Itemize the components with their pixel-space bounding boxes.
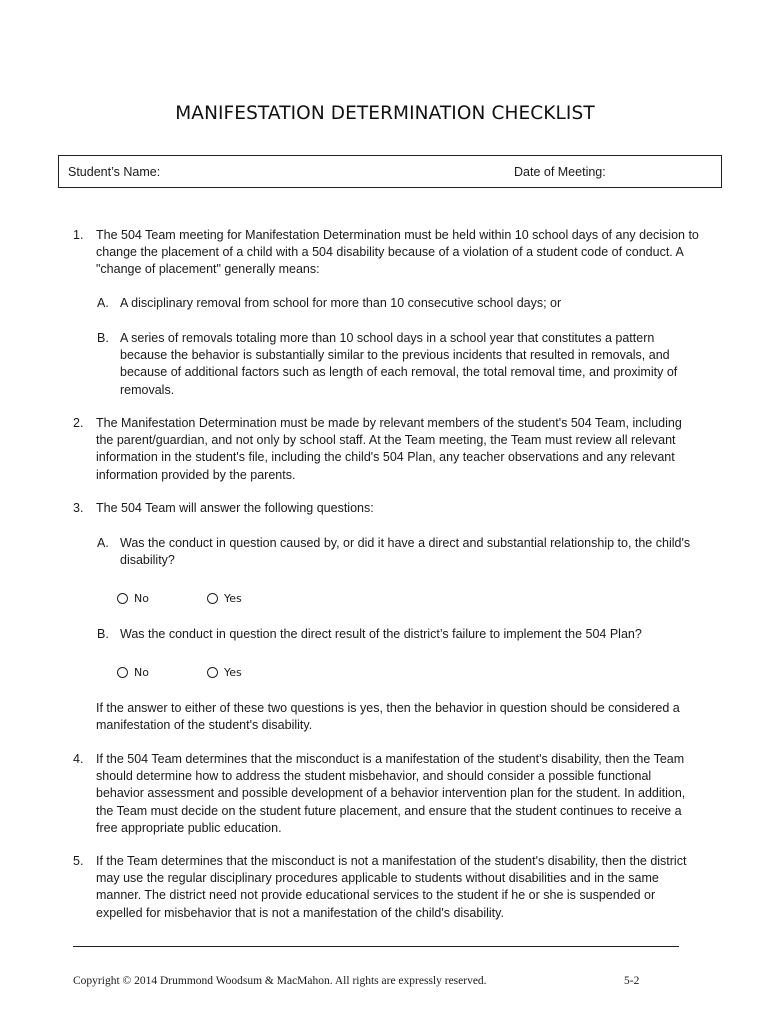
question-a-yes-radio[interactable] <box>207 593 218 604</box>
item-5-number: 5. <box>73 854 84 868</box>
item-5-text: If the Team determines that the misconduct is not a manifestation of the student's disability, then the district may use the regular disciplinary procedures applicable to students without disabilities and in the same manner. The district need not provide educational services to the student if he or she is suspended or expelled for misbehavior that is not a manifestation of the child's disability. <box>96 854 687 920</box>
question-a-no-radio[interactable] <box>117 593 128 604</box>
question-b-no-option[interactable] <box>117 666 149 679</box>
question-a-no-label: No <box>134 592 149 605</box>
item-3-number: 3. <box>73 501 84 515</box>
footer-divider <box>73 946 679 947</box>
item-4-number: 4. <box>73 752 84 766</box>
item-3b-label: B. <box>97 627 109 641</box>
question-a-no-option[interactable] <box>117 592 149 605</box>
student-info-box <box>58 155 722 188</box>
question-b-yes-label: Yes <box>224 666 242 679</box>
question-b-yes-option[interactable] <box>207 666 242 679</box>
item-1a-label: A. <box>97 296 109 310</box>
page-title: MANIFESTATION DETERMINATION CHECKLIST <box>175 103 595 124</box>
question-b-text: Was the conduct in question the direct result of the district’s failure to implement the 504 Plan? <box>120 627 642 641</box>
item-2-text: The Manifestation Determination must be made by relevant members of the student's 504 Team, including the parent/guardian, and not only by school staff. At the Team meeting, the Team must review all relevant information in the student's file, including the child's 504 Plan, any teacher observations and any relevant information provided by the parents. <box>96 416 682 482</box>
item-4-text: If the 504 Team determines that the misconduct is a manifestation of the student's disability, then the Team should determine how to address the student misbehavior, and should consider a possible functional behavior assessment and possible development of a behavior intervention plan for the student. In addition, the Team must decide on the student future placement, and ensure that the student continues to receive a free appropriate public education. <box>96 752 686 835</box>
item-3-note: If the answer to either of these two questions is yes, then the behavior in question should be considered a manifestation of the student's disability. <box>96 701 680 733</box>
item-1b-text: A series of removals totaling more than 10 school days in a school year that constitutes a pattern because the behavior is substantially similar to the previous incidents that resulted in removals, and because of additional factors such as length of each removal, the total removal time, and proximity of removals. <box>120 331 678 397</box>
question-b-no-radio[interactable] <box>117 667 128 678</box>
student-name-label: Student’s Name: <box>68 165 161 179</box>
item-1a-text: A disciplinary removal from school for more than 10 consecutive school days; or <box>120 296 562 310</box>
question-b-no-label: No <box>134 666 149 679</box>
question-a-yes-label: Yes <box>224 592 242 605</box>
footer-copyright: Copyright © 2014 Drummond Woodsum & MacMahon. All rights are expressly reserved. <box>73 975 487 987</box>
item-2-number: 2. <box>73 416 84 430</box>
question-b-yes-radio[interactable] <box>207 667 218 678</box>
item-1-text: The 504 Team meeting for Manifestation Determination must be held within 10 school days of any decision to change the placement of a child with a 504 disability because of a violation of a student code of conduct. A "change of placement" generally means: <box>96 228 699 277</box>
item-1b-label: B. <box>97 331 109 345</box>
question-a-text: Was the conduct in question caused by, or did it have a direct and substantial relationship to, the child's disability? <box>120 536 691 568</box>
item-3a-label: A. <box>97 536 109 550</box>
meeting-date-label: Date of Meeting: <box>514 165 606 179</box>
footer-page-number: 5-2 <box>624 975 640 987</box>
item-3-text: The 504 Team will answer the following questions: <box>96 501 374 515</box>
item-1-number: 1. <box>73 228 84 242</box>
question-a-yes-option[interactable] <box>207 592 242 605</box>
